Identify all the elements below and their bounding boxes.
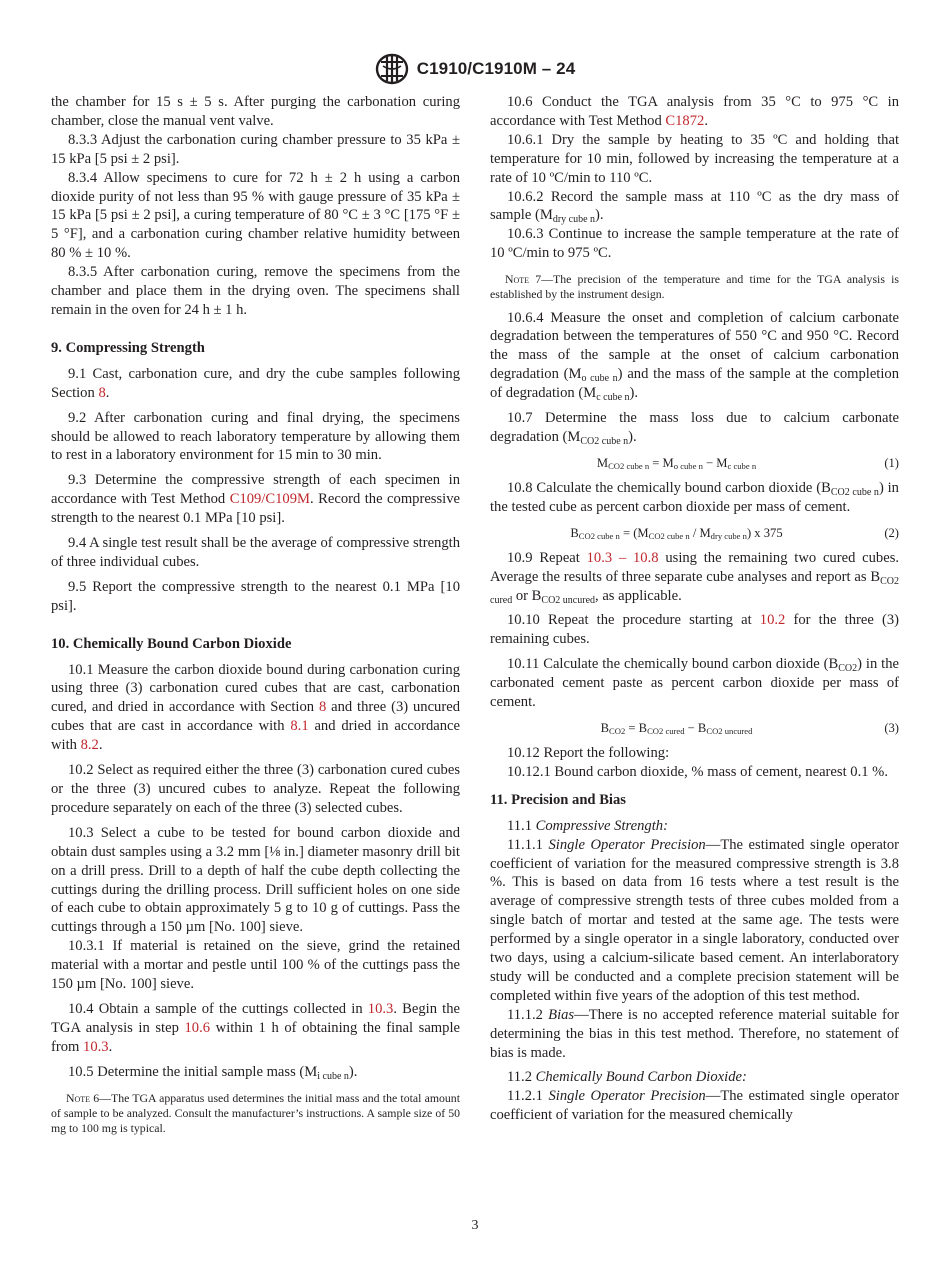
equation-1: MCO2 cube n = Mo cube n − Mc cube n (1) xyxy=(596,455,899,471)
paragraph-10-1: 10.1 Measure the carbon dioxide bound during carbonation curing using three (3) carbonation cured cubes that are cast, carbonation cured, and dried in accordance with Section 8 and three (3) uncured cubes that are cast in accordance with 8.1 and dried in accordance with 8.2. xyxy=(51,661,460,754)
paragraph-8-3-3: 8.3.3 Adjust the carbonation curing chamber pressure to 35 kPa ± 15 kPa [5 psi ± 2 psi]. xyxy=(51,131,460,167)
paragraph-10-9: 10.9 Repeat 10.3 – 10.8 using the remaining two cured cubes. Average the results of three separate cube analyses and report as $B_{CO2 cured}$ or $B_{CO2 uncured}$, as applicable. xyxy=(490,549,900,606)
section-heading-11: 11. Precision and Bias xyxy=(490,791,626,808)
paragraph-10-7: 10.7 Determine the mass loss due to calcium carbonate degradation $(M_{CO2 cube n})$. xyxy=(490,410,899,447)
paragraph-10-2: 10.2 Select as required either the three (3) carbonation cured cubes or the three (3) uncured cubes to analyze. Repeat the following procedure separately on each of the three (3) selected cubes. xyxy=(51,762,460,816)
paragraph-10-4: 10.4 Obtain a sample of the cuttings collected in 10.3. Begin the TGA analysis in step 10.6 within 1 h of obtaining the final sample from 10.3. xyxy=(51,1000,460,1055)
page-header xyxy=(0,52,950,86)
paragraph-11-2: 11.2 Chemically Bound Carbon Dioxide: xyxy=(507,1069,747,1086)
paragraph-10-5: 10.5 Determine the initial sample mass $(M_{i cube n})$. xyxy=(68,1063,358,1082)
paragraph-11-1-2: 11.1.2 Bias—There is no accepted reference material suitable for determining the bias in this test method. Therefore, no statement of bias is made. xyxy=(490,1006,899,1061)
paragraph-8-3-2-continued: the chamber for 15 s ± 5 s. After purging the carbonation curing chamber, close the manual vent valve. xyxy=(51,94,460,129)
section-heading-9: 9. Compressing Strength xyxy=(51,339,205,356)
c1872-link[interactable]: C1872 xyxy=(665,112,705,129)
left-column xyxy=(51,93,460,1142)
section-10-3-10-8-link[interactable]: 10.3 – 10.8 xyxy=(586,549,659,566)
paragraph-10-6-2: 10.6.2 Record the sample mass at 110 ºC as the dry mass of sample $(M_{dry cube n})$. xyxy=(490,188,899,226)
section-10-6-link[interactable]: 10.6 xyxy=(184,1019,211,1036)
paragraph-9-4: 9.4 A single test result shall be the average of compressive strength of three individual cubes. xyxy=(51,535,460,570)
equation-number: (3) xyxy=(884,720,899,735)
paragraph-11-1-1: 11.1.1 Single Operator Precision—The estimated single operator coefficient of variation for the measured compressive strength is 3.8 %. This is based on data from 16 tests where a test result is the average of compressive strength tests of three cubes molded from a single batch of mortar and tested at the same age. The tests were performed by a single operator in a single laboratory, conducted over two days, using a calcium-silicate based cement. An interlaboratory study will be conducted and a complete precision statement will be completed within five years of the adoption of this test method. xyxy=(490,836,900,1004)
paragraph-10-8: 10.8 Calculate the chemically bound carbon dioxide $(B_{CO2 cube n})$ in the tested cube as percent carbon dioxide per mass of cement. xyxy=(490,479,899,515)
astm-logo-icon xyxy=(375,53,409,85)
paragraph-9-5: 9.5 Report the compressive strength to the nearest 0.1 MPa [10 psi]. xyxy=(51,578,460,614)
right-column xyxy=(490,93,899,1125)
paragraph-10-3-1: 10.3.1 If material is retained on the sieve, grind the retained material with a mortar and pestle until 100 % of the cuttings pass the 150 µm [No. 100] sieve. xyxy=(51,938,460,993)
section-10-3-link[interactable]: 10.3 xyxy=(83,1038,109,1055)
paragraph-10-6-1: 10.6.1 Dry the sample by heating to 35 ºC and holding that temperature for 10 min, followed by increasing the temperature at a rate of 10 ºC/min to 110 ºC. xyxy=(490,131,899,186)
section-heading-10: 10. Chemically Bound Carbon Dioxide xyxy=(51,635,292,652)
paragraph-8-3-5: 8.3.5 After carbonation curing, remove the specimens from the chamber and place them in the drying oven. The specimens shall remain in the oven for 24 h ± 1 h. xyxy=(51,264,460,318)
page-number: 3 xyxy=(471,1218,479,1233)
paragraph-8-3-4: 8.3.4 Allow specimens to cure for 72 h ± 2 h using a carbon dioxide purity of not less than 95 % with gauge pressure of 35 kPa ± 15 kPa [5 psi ± 2 psi], a curing temperature of 80 °C ± 3 °C [175 °F ± 5 °F], and a carbonation curing chamber relative humidity between 80 % ± 10 %. xyxy=(51,169,460,262)
paragraph-11-1: 11.1 Compressive Strength: xyxy=(507,817,668,834)
section-8-2-link[interactable]: 8.2 xyxy=(80,737,99,754)
paragraph-9-3: 9.3 Determine the compressive strength of each specimen in accordance with Test Method C109/C109M. Record the compressive strength to the nearest 0.1 MPa [10 psi]. xyxy=(51,472,460,527)
paragraph-10-11: 10.11 Calculate the chemically bound carbon dioxide $(B_{CO2})$ in the carbonated cement paste as percent carbon dioxide per mass of cement. xyxy=(490,656,899,711)
paragraph-10-10: 10.10 Repeat the procedure starting at 10.2 for the three (3) remaining cubes. xyxy=(490,612,900,648)
paragraph-10-6-4: 10.6.4 Measure the onset and completion of calcium carbonate degradation between the temperatures of 550 °C and 950 °C. Record the mass of the sample at the onset of calcium carbonation degradation $(M_{o cube n})$ and the mass of the sample at the completion of degradation $(M_{c cube n})$. xyxy=(490,309,900,404)
note-7: Note 7—The precision of the temperature and time for the TGA analysis is established by the instrument design. xyxy=(490,272,900,302)
section-8-1-link[interactable]: 8.1 xyxy=(290,718,309,735)
equation-number: (1) xyxy=(884,455,899,470)
equation-3: BCO2 = BCO2 cured − BCO2 uncured (3) xyxy=(600,720,899,736)
section-8-link[interactable]: 8 xyxy=(318,699,327,716)
section-10-2-link[interactable]: 10.2 xyxy=(759,612,786,629)
paragraph-10-6-3: 10.6.3 Continue to increase the sample temperature at the rate of 10 ºC/min to 975 ºC. xyxy=(490,226,899,262)
paragraph-10-3: 10.3 Select a cube to be tested for bound carbon dioxide and obtain dust samples using a 3.2 mm [⅛ in.] diameter masonry drill bit on a drill press. Drill to a depth of half the cube depth collecting the cuttings during the drilling process. Drill sufficient holes on one side of each cube to obtain approximately 5 g to 10 g of cuttings. Pass the cuttings through a 150 µm [No. 100] sieve. xyxy=(51,824,460,936)
standard-designation: C1910/C1910M – 24 xyxy=(416,59,576,78)
equation-number: (2) xyxy=(884,525,899,540)
section-10-3-link[interactable]: 10.3 xyxy=(367,1000,394,1017)
paragraph-10-12-1: 10.12.1 Bound carbon dioxide, % mass of cement, nearest 0.1 %. xyxy=(507,763,888,780)
section-8-link[interactable]: 8 xyxy=(98,384,106,401)
equation-2: BCO2 cube n = (MCO2 cube n / Mdry cube n) x 375 (2) xyxy=(570,525,899,541)
paragraph-11-2-1: 11.2.1 Single Operator Precision—The estimated single operator coefficient of variation for the measured chemically xyxy=(490,1088,900,1124)
note-6: Note 6—The TGA apparatus used determines the initial mass and the total amount of sample to be analyzed. Consult the manufacturer’s instructions. A sample size of 50 mg to 100 mg is typical. xyxy=(51,1090,460,1135)
paragraph-9-1: 9.1 Cast, carbonation cure, and dry the cube samples following Section 8. xyxy=(51,365,460,401)
paragraph-10-6: 10.6 Conduct the TGA analysis from 35 °C to 975 °C in accordance with Test Method C1872. xyxy=(490,94,899,129)
paragraph-10-12: 10.12 Report the following: xyxy=(507,744,670,761)
paragraph-9-2: 9.2 After carbonation curing and final drying, the specimens should be allowed to reach laboratory temperature by allowing them to rest in a laboratory environment for 15 min to 30 min. xyxy=(51,409,460,464)
c109-link[interactable]: C109/C109M xyxy=(229,491,310,508)
